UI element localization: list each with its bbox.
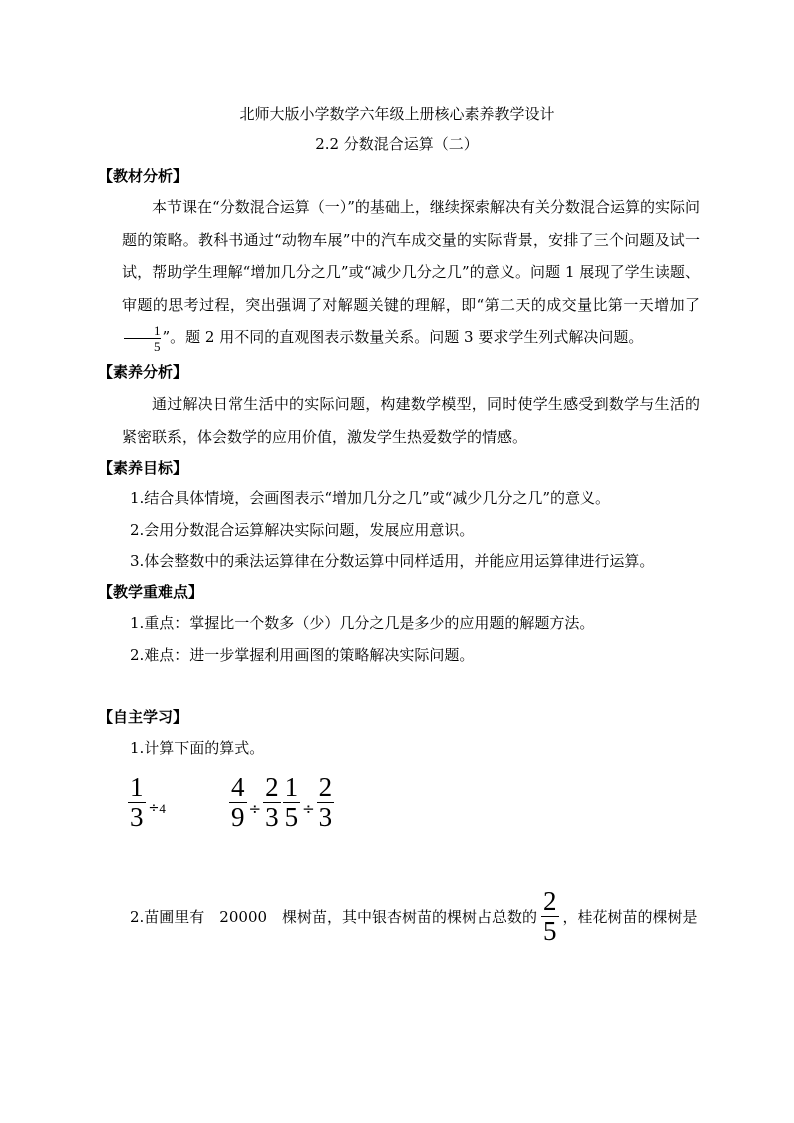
divide-sign: ÷ (302, 799, 315, 818)
section-heading-literacy: 【素养分析】 (98, 363, 189, 381)
fraction-2-3: $\frac{2}{3}$ (318, 772, 333, 832)
section-heading-selfstudy: 【自主学习】 (98, 708, 189, 726)
goal-item: 3.体会整数中的乘法运算律在分数运算中同样适用，并能应用运算律进行运算。 (130, 552, 655, 570)
operand-4: 4 (159, 800, 166, 816)
divide-sign: ÷ (248, 799, 262, 818)
goal-item: 1.结合具体情境，会画图表示“增加几分之几”或“减少几分之几”的意义。 (130, 489, 610, 507)
document-title: 北师大版小学数学六年级上册核心素养教学设计 (239, 105, 555, 123)
document-subtitle: 2.2 分数混合运算（二） (315, 135, 479, 153)
question-2 (130, 888, 698, 945)
question-2-text-before: 2.苗圃里有 20000 棵树苗，其中银杏树苗的棵树占总数的 (130, 908, 538, 926)
question-2-text-after: ，桂花树苗的棵树是 (562, 908, 698, 926)
keypoint-item: 1.重点：掌握比一个数多（少）几分之几是多少的应用题的解题方法。 (130, 614, 595, 632)
fraction-1-5: $\frac{1}{5}$ (284, 772, 299, 832)
section-heading-goals: 【素养目标】 (98, 459, 189, 477)
expression-2 (229, 774, 334, 831)
literacy-paragraph: 通过解决日常生活中的实际问题，构建数学模型，同时使学生感受到数学与生活的紧密联系，体会数学的应用价值，激发学生热爱数学的情感。 (122, 395, 700, 446)
expression-1 (128, 774, 166, 831)
material-text-after: ”。题 2 用不同的直观图表示数量关系。问题 3 要求学生列式解决问题。 (162, 328, 644, 346)
fraction-2-5: $\frac{2}{5}$ (543, 886, 557, 946)
fraction-1-3: $\frac{1}{3}$ (130, 772, 144, 832)
question-1: 1.计算下面的算式。 (130, 739, 265, 757)
fraction-2-3: $\frac{2}{3}$ (265, 772, 279, 832)
divide-sign: ÷ (148, 801, 160, 816)
fraction-one-fifth: $\frac{1}{5}$ (124, 324, 161, 353)
keypoint-item: 2.难点：进一步掌握利用画图的策略解决实际问题。 (130, 646, 475, 664)
goal-item: 2.会用分数混合运算解决实际问题，发展应用意识。 (130, 521, 475, 539)
material-text-before: 本节课在“分数混合运算（一）”的基础上，继续探索解决有关分数混合运算的实际问题的策略。教科书通过“动物车展”中的汽车成交量的实际背景，安排了三个问题及试一试，帮助学生理解“增加几分之几”或“减少几分之几”的意义。问题 1 展现了学生读题、审题的思考过程，突出强调了对解题关键的理解，即“第二天的成交量比第一天增加了 (122, 198, 700, 314)
section-heading-keypoints: 【教学重难点】 (98, 583, 204, 601)
fraction-4-9: $\frac{4}{9}$ (231, 772, 245, 832)
section-heading-material: 【教材分析】 (98, 167, 189, 185)
material-paragraph (122, 191, 700, 354)
